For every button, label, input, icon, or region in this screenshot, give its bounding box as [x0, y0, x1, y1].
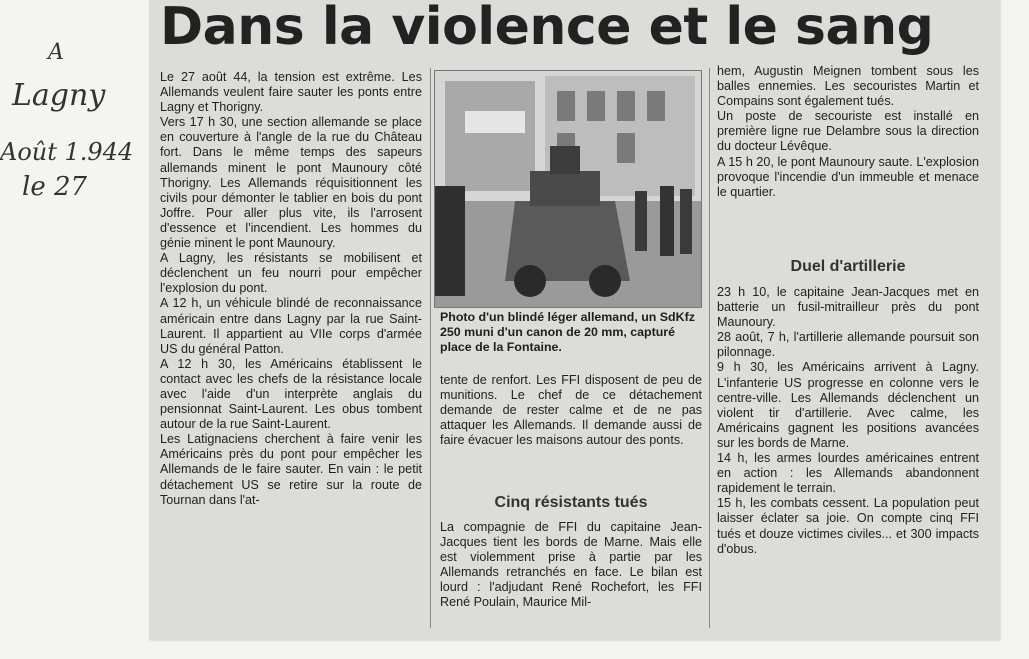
middle-column-bottom [440, 520, 702, 611]
paragraph: tente de renfort. Les FFI disposent de peu de munitions. Le chef de ce détachement demande de rester calme et de ne pas attaquer les Allemands. Il demande aussi de faire évacuer les maisons autour des ponts. [440, 373, 702, 448]
handwritten-line-2: Lagny [12, 78, 106, 113]
paragraph: 9 h 30, les Américains arrivent à Lagny. L'infanterie US progresse en colonne vers le centre-ville. Les Allemands déclenchent un violent tir d'artillerie. Avec calme, les Américains gagnent les positions avancées sur les bords de Marne. [717, 360, 979, 450]
column-divider-right [709, 68, 710, 628]
paragraph: A 15 h 20, le pont Maunoury saute. L'explosion provoque l'incendie d'un immeuble et menace le quartier. [717, 154, 979, 199]
paragraph: Vers 17 h 30, une section allemande se place en couverture à l'angle de la rue du Château fort. Dans le même temps des sapeurs allemands minent le pont Maunoury côté Thorigny. Les Allemands réquisitionnent les civils pour démonter le tablier en bois du pont Joffre. Pour aller plus vite, ils l'arrosent d'essence et l'incendient. Les hommes du génie minent le pont Maunoury. [160, 115, 422, 251]
middle-column-top [440, 373, 702, 448]
subhead-container [717, 258, 979, 276]
right-column-bottom [717, 285, 979, 557]
paragraph: hem, Augustin Meignen tombent sous les balles ennemies. Les secouristes Martin et Compains sont également tués. [717, 64, 979, 109]
paragraph: A 12 h, un véhicule blindé de reconnaissance américain entre dans Lagny par la rue Saint-Laurent. Il appartient au VIIe corps d'armée US du général Patton. [160, 296, 422, 356]
paragraph: 14 h, les armes lourdes américaines entrent en action : les Allemands abandonnent rapidement le terrain. [717, 451, 979, 496]
left-column [160, 70, 422, 508]
armored-vehicle-photo [434, 70, 702, 308]
subhead-duel-artillerie: Duel d'artillerie [790, 258, 906, 275]
paragraph: A Lagny, les résistants se mobilisent et déclenchent un feu nourri pour empêcher l'explosion du pont. [160, 251, 422, 296]
article-headline: Dans la violence et le sang [160, 0, 934, 57]
subhead-container [440, 494, 702, 512]
subhead-cinq-resistants: Cinq résistants tués [494, 494, 648, 511]
handwritten-line-1: A [48, 40, 64, 65]
right-column-top [717, 64, 979, 200]
paragraph: 28 août, 7 h, l'artillerie allemande poursuit son pilonnage. [717, 330, 979, 360]
handwritten-line-3: Août 1.944 [0, 138, 134, 166]
handwritten-line-4: le 27 [22, 172, 88, 202]
photo-illustration [435, 71, 701, 307]
paragraph: Le 27 août 44, la tension est extrême. Les Allemands veulent faire sauter les ponts entre Lagny et Thorigny. [160, 70, 422, 115]
photo-caption: Photo d'un blindé léger allemand, un SdKfz 250 muni d'un canon de 20 mm, capturé place de la Fontaine. [440, 310, 695, 355]
paragraph: La compagnie de FFI du capitaine Jean-Jacques tient les bords de Marne. Mais elle est violemment prise à partie par les Allemands retranchés en face. Le bilan est lourd : l'adjudant René Rochefort, les FFI René Poulain, Maurice Mil- [440, 520, 702, 610]
column-divider-left [430, 68, 431, 628]
paragraph: Les Latignaciens cherchent à faire venir les Américains près du pont pour empêcher les Allemands de le faire sauter. En vain : le petit détachement US se retire sur la route de Tournan dans l'at- [160, 432, 422, 507]
paragraph: A 12 h 30, les Américains établissent le contact avec les chefs de la résistance locale avec l'aide d'un interprète anglais du pensionnat Saint-Laurent. Les obus tombent autour de la rue Saint-Laurent. [160, 356, 422, 432]
handwritten-annotation [0, 40, 150, 220]
paragraph: 15 h, les combats cessent. La population peut laisser éclater sa joie. On compte cinq FFI tués et douze victimes civiles... et 300 impacts d'obus. [717, 496, 979, 556]
paragraph: 23 h 10, le capitaine Jean-Jacques met en batterie un fusil-mitrailleur près du pont Maunoury. [717, 285, 979, 330]
paragraph: Un poste de secouriste est installé en première ligne rue Delambre sous la direction du docteur Lévêque. [717, 109, 979, 154]
